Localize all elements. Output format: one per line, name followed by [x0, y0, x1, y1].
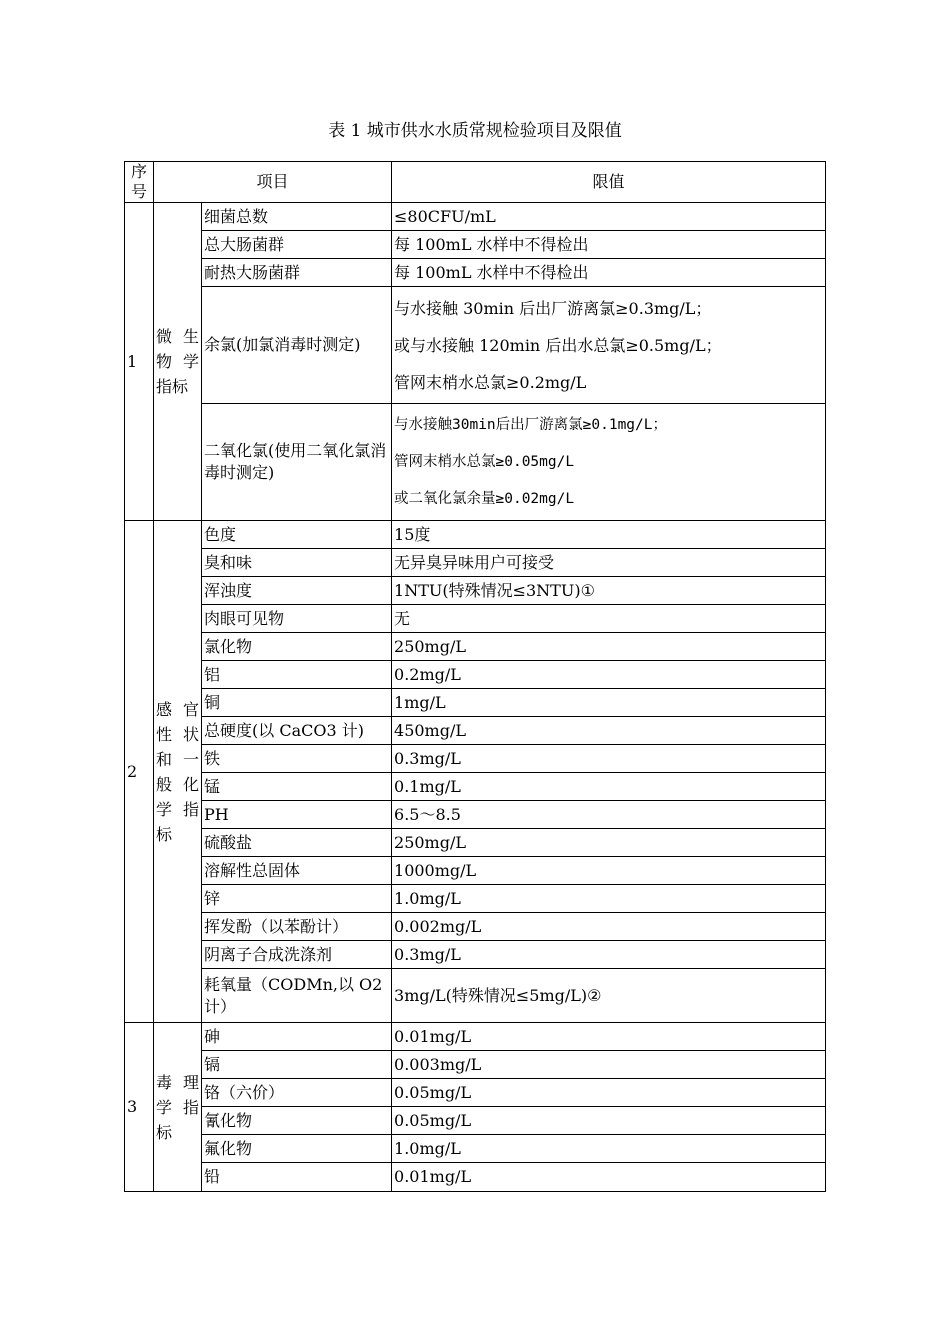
group-category — [154, 203, 202, 521]
item-limit: 无 — [392, 605, 826, 633]
item-name: 总硬度(以 CaCO3 计) — [202, 717, 392, 745]
header-limit: 限值 — [392, 162, 826, 203]
category-line: 微 生 — [156, 327, 199, 346]
table-row — [125, 404, 826, 521]
table-row — [125, 1079, 826, 1107]
table-row — [125, 661, 826, 689]
item-limit: 3mg/L(特殊情况≤5mg/L)② — [392, 969, 826, 1023]
item-limit: 0.1mg/L — [392, 773, 826, 801]
item-name: 铅 — [202, 1163, 392, 1192]
item-limit: 0.3mg/L — [392, 745, 826, 773]
limit-line: 管网末梢水总氯≥0.2mg/L — [394, 372, 587, 392]
item-limit: 1.0mg/L — [392, 1135, 826, 1163]
item-name: 氰化物 — [202, 1107, 392, 1135]
item-limit: 1mg/L — [392, 689, 826, 717]
item-name: 耗氧量（CODMn,以 O2计） — [202, 969, 392, 1023]
group-number: 1 — [125, 203, 154, 521]
item-name: 锰 — [202, 773, 392, 801]
category-line: 毒 理 — [156, 1072, 199, 1092]
table-row — [125, 829, 826, 857]
header-row — [125, 162, 826, 203]
table-row — [125, 521, 826, 549]
category-line: 学 指 — [156, 799, 199, 819]
item-limit: 0.002mg/L — [392, 913, 826, 941]
item-name: 肉眼可见物 — [202, 605, 392, 633]
item-limit: 0.3mg/L — [392, 941, 826, 969]
item-name: 铜 — [202, 689, 392, 717]
table-row — [125, 1107, 826, 1135]
table-caption: 表 1 城市供水水质常规检验项目及限值 — [328, 121, 622, 141]
limit-line: 或二氧化氯余量≥0.02mg/L — [394, 490, 575, 507]
item-limit: 0.2mg/L — [392, 661, 826, 689]
table-row — [125, 1135, 826, 1163]
table-row — [125, 633, 826, 661]
item-name: 镉 — [202, 1051, 392, 1079]
category-line: 标 — [156, 824, 173, 844]
table-row — [125, 745, 826, 773]
table-row — [125, 1163, 826, 1192]
limit-line: 与水接触 30min 后出厂游离氯≥0.3mg/L； — [394, 298, 712, 318]
limit-line: 与水接触30min后出厂游离氯≥0.1mg/L； — [394, 416, 668, 433]
table-row — [125, 717, 826, 745]
item-limit: 250mg/L — [392, 829, 826, 857]
category-line: 指标 — [156, 377, 189, 396]
category-line: 般 化 — [156, 774, 199, 794]
item-name: 锌 — [202, 885, 392, 913]
header-item: 项目 — [154, 162, 392, 203]
item-name: 氯化物 — [202, 633, 392, 661]
table-row — [125, 231, 826, 259]
item-name: 细菌总数 — [202, 203, 392, 231]
limit-line: 或与水接触 120min 后出水总氯≥0.5mg/L； — [394, 335, 722, 355]
table-row — [125, 857, 826, 885]
item-limit: ≤80CFU/mL — [392, 203, 826, 231]
group-number: 2 — [125, 521, 154, 1023]
category-line: 学 指 — [156, 1097, 199, 1117]
item-name: 氟化物 — [202, 1135, 392, 1163]
limit-line: 管网末梢水总氯≥0.05mg/L — [394, 453, 575, 470]
table-row — [125, 913, 826, 941]
table-row — [125, 1023, 826, 1051]
item-name: 挥发酚（以苯酚计） — [202, 913, 392, 941]
category-line: 标 — [156, 1122, 173, 1142]
header-no: 序号 — [125, 162, 154, 203]
item-limit: 450mg/L — [392, 717, 826, 745]
item-limit: 0.003mg/L — [392, 1051, 826, 1079]
water-quality-table — [124, 161, 826, 1192]
item-limit: 15度 — [392, 521, 826, 549]
item-name: 总大肠菌群 — [202, 231, 392, 259]
item-name: 硫酸盐 — [202, 829, 392, 857]
table-row — [125, 549, 826, 577]
item-name: 阴离子合成洗涤剂 — [202, 941, 392, 969]
item-limit — [392, 404, 826, 521]
group-category — [154, 521, 202, 1023]
item-limit: 1.0mg/L — [392, 885, 826, 913]
item-limit — [392, 287, 826, 404]
item-limit: 250mg/L — [392, 633, 826, 661]
table-row — [125, 287, 826, 404]
item-name: 耐热大肠菌群 — [202, 259, 392, 287]
item-name: 铝 — [202, 661, 392, 689]
item-limit: 0.05mg/L — [392, 1079, 826, 1107]
table-row — [125, 969, 826, 1023]
item-name: 余氯(加氯消毒时测定) — [202, 287, 392, 404]
category-line: 物 学 — [156, 352, 199, 371]
category-line: 和 一 — [156, 749, 199, 769]
item-limit: 0.05mg/L — [392, 1107, 826, 1135]
item-name: 溶解性总固体 — [202, 857, 392, 885]
item-limit: 1000mg/L — [392, 857, 826, 885]
item-limit: 每 100mL 水样中不得检出 — [392, 231, 826, 259]
item-name: 铁 — [202, 745, 392, 773]
category-line: 性 状 — [156, 724, 199, 744]
item-name: 砷 — [202, 1023, 392, 1051]
item-limit: 0.01mg/L — [392, 1023, 826, 1051]
table-row — [125, 773, 826, 801]
table-row — [125, 885, 826, 913]
category-line: 感 官 — [156, 699, 199, 719]
table-row — [125, 203, 826, 231]
table-row — [125, 605, 826, 633]
table-row — [125, 259, 826, 287]
table-row — [125, 801, 826, 829]
item-limit: 每 100mL 水样中不得检出 — [392, 259, 826, 287]
item-name: PH — [202, 801, 392, 829]
item-limit: 6.5～8.5 — [392, 801, 826, 829]
item-limit: 0.01mg/L — [392, 1163, 826, 1192]
group-category — [154, 1023, 202, 1192]
item-limit: 1NTU(特殊情况≤3NTU)① — [392, 577, 826, 605]
item-name: 二氧化氯(使用二氧化氯消毒时测定) — [202, 404, 392, 521]
item-name: 浑浊度 — [202, 577, 392, 605]
table-row — [125, 941, 826, 969]
table-row — [125, 689, 826, 717]
item-limit: 无异臭异味用户可接受 — [392, 549, 826, 577]
table-row — [125, 1051, 826, 1079]
item-name: 铬（六价） — [202, 1079, 392, 1107]
table-row — [125, 577, 826, 605]
item-name: 臭和味 — [202, 549, 392, 577]
group-number: 3 — [125, 1023, 154, 1192]
item-name: 色度 — [202, 521, 392, 549]
